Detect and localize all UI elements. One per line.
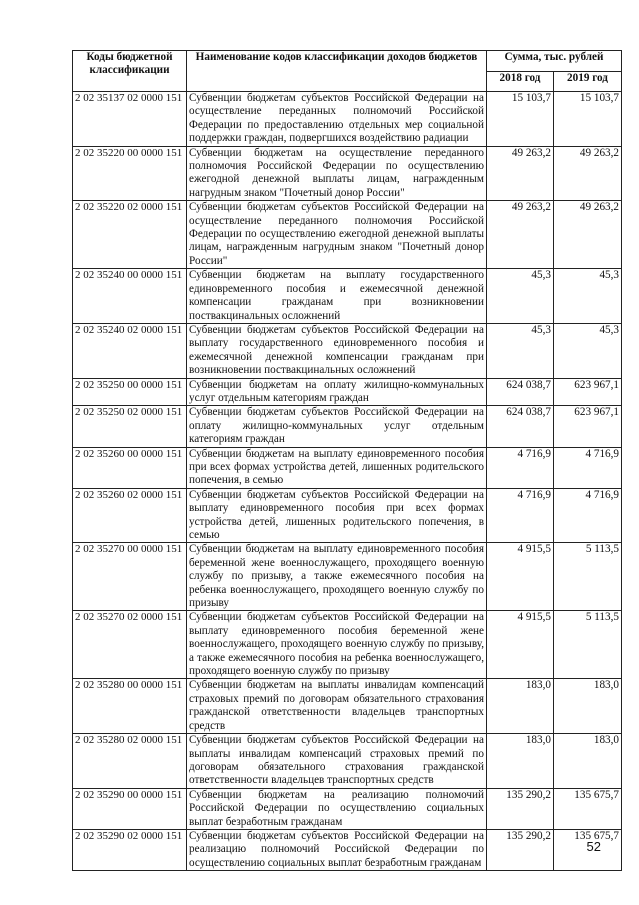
header-year-2019: 2019 год — [554, 71, 622, 92]
table-row — [73, 92, 622, 147]
table-row — [73, 201, 622, 269]
amount-2018: 49 263,2 — [487, 201, 554, 269]
classification-code: 2 02 35240 00 0000 151 — [73, 269, 187, 324]
table-body — [73, 92, 622, 871]
classification-name: Субвенции бюджетам субъектов Российской Федерации на выплату единовременного пособия при всех формах устройства детей, лишенных родительского попечения, в семью — [187, 488, 487, 543]
classification-code: 2 02 35220 00 0000 151 — [73, 146, 187, 201]
header-sum: Сумма, тыс. рублей — [487, 51, 622, 72]
table-row — [73, 488, 622, 543]
amount-2019: 49 263,2 — [554, 201, 622, 269]
classification-name: Субвенции бюджетам на выплаты инвалидам компенсаций страховых премий по договорам обязательного страхования гражданской ответственности владельцев транспортных средств — [187, 679, 487, 734]
table-row — [73, 146, 622, 201]
classification-name: Субвенции бюджетам на выплату государственного единовременного пособия и ежемесячной денежной компенсации гражданам при возникновении поствакцинальных осложнений — [187, 269, 487, 324]
classification-name: Субвенции бюджетам субъектов Российской Федерации на выплату единовременного пособия беременной жене военнослужащего, проходящего военную службу по призыву, а также ежемесячного пособия на ребенка военнослужащего, проходящего военную службу по призыву — [187, 611, 487, 679]
amount-2018: 624 038,7 — [487, 378, 554, 406]
classification-name: Субвенции бюджетам на выплату единовременного пособия при всех формах устройства детей, лишенных родительского попечения, в семью — [187, 447, 487, 488]
amount-2018: 45,3 — [487, 323, 554, 378]
amount-2019: 45,3 — [554, 269, 622, 324]
amount-2019: 183,0 — [554, 679, 622, 734]
classification-name: Субвенции бюджетам на осуществление переданного полномочия Российской Федерации по осуществлению ежегодной денежной выплаты лицам, награжденным нагрудным знаком "Почетный донор России" — [187, 146, 487, 201]
header-year-2018: 2018 год — [487, 71, 554, 92]
classification-code: 2 02 35260 02 0000 151 — [73, 488, 187, 543]
amount-2018: 624 038,7 — [487, 406, 554, 447]
classification-name: Субвенции бюджетам на выплату единовременного пособия беременной жене военнослужащего, проходящего военную службу по призыву, а также ежемесячного пособия на ребенка военнослужащего, проходящего военную службу по призыву — [187, 543, 487, 611]
amount-2019: 45,3 — [554, 323, 622, 378]
classification-code: 2 02 35240 02 0000 151 — [73, 323, 187, 378]
amount-2018: 45,3 — [487, 269, 554, 324]
amount-2018: 183,0 — [487, 734, 554, 789]
header-name: Наименование кодов классификации доходов бюджетов — [187, 51, 487, 92]
amount-2019: 5 113,5 — [554, 611, 622, 679]
classification-name: Субвенции бюджетам субъектов Российской Федерации на выплаты инвалидам компенсаций страховых премий по договорам обязательного страхования гражданской ответственности владельцев транспортных средств — [187, 734, 487, 789]
classification-code: 2 02 35250 02 0000 151 — [73, 406, 187, 447]
amount-2018: 4 915,5 — [487, 611, 554, 679]
classification-code: 2 02 35290 02 0000 151 — [73, 829, 187, 870]
amount-2018: 135 290,2 — [487, 829, 554, 870]
classification-code: 2 02 35280 02 0000 151 — [73, 734, 187, 789]
amount-2019: 15 103,7 — [554, 92, 622, 147]
amount-2018: 135 290,2 — [487, 788, 554, 829]
budget-table — [72, 50, 622, 871]
amount-2018: 15 103,7 — [487, 92, 554, 147]
table-row — [73, 543, 622, 611]
classification-code: 2 02 35137 02 0000 151 — [73, 92, 187, 147]
table-row — [73, 323, 622, 378]
amount-2019: 5 113,5 — [554, 543, 622, 611]
table-row — [73, 679, 622, 734]
amount-2019: 4 716,9 — [554, 488, 622, 543]
classification-name: Субвенции бюджетам субъектов Российской Федерации на реализацию полномочий Российской Федерации по осуществлению социальных выплат безработным гражданам — [187, 829, 487, 870]
amount-2019: 623 967,1 — [554, 378, 622, 406]
table-row — [73, 447, 622, 488]
table-row — [73, 269, 622, 324]
table-row — [73, 829, 622, 870]
classification-code: 2 02 35270 00 0000 151 — [73, 543, 187, 611]
amount-2019: 623 967,1 — [554, 406, 622, 447]
table-row — [73, 406, 622, 447]
header-code: Коды бюджетной классификации — [73, 51, 187, 92]
amount-2018: 4 915,5 — [487, 543, 554, 611]
table-header — [73, 51, 622, 92]
amount-2018: 183,0 — [487, 679, 554, 734]
amount-2018: 4 716,9 — [487, 488, 554, 543]
classification-code: 2 02 35220 02 0000 151 — [73, 201, 187, 269]
classification-name: Субвенции бюджетам на оплату жилищно-коммунальных услуг отдельным категориям граждан — [187, 378, 487, 406]
classification-name: Субвенции бюджетам субъектов Российской Федерации на осуществление переданного полномочия Российской Федерации по осуществлению ежегодной денежной выплаты лицам, награжденным нагрудным знаком "Почетный донор России" — [187, 201, 487, 269]
amount-2018: 4 716,9 — [487, 447, 554, 488]
classification-code: 2 02 35280 00 0000 151 — [73, 679, 187, 734]
classification-code: 2 02 35270 02 0000 151 — [73, 611, 187, 679]
classification-name: Субвенции бюджетам субъектов Российской Федерации на осуществление переданных полномочий Российской Федерации по предоставлению отдельных мер социальной поддержки граждан, подвергшихся воздействию радиации — [187, 92, 487, 147]
classification-name: Субвенции бюджетам субъектов Российской Федерации на выплату государственного единовременного пособия и ежемесячной денежной компенсации гражданам при возникновении поствакцинальных осложнений — [187, 323, 487, 378]
classification-code: 2 02 35260 00 0000 151 — [73, 447, 187, 488]
table-row — [73, 734, 622, 789]
table-row — [73, 611, 622, 679]
page-number: 52 — [586, 839, 601, 854]
amount-2019: 4 716,9 — [554, 447, 622, 488]
classification-code: 2 02 35250 00 0000 151 — [73, 378, 187, 406]
table-row — [73, 788, 622, 829]
classification-name: Субвенции бюджетам на реализацию полномочий Российской Федерации по осуществлению социальных выплат безработным гражданам — [187, 788, 487, 829]
amount-2019: 183,0 — [554, 734, 622, 789]
amount-2019: 49 263,2 — [554, 146, 622, 201]
classification-name: Субвенции бюджетам субъектов Российской Федерации на оплату жилищно-коммунальных услуг отдельным категориям граждан — [187, 406, 487, 447]
amount-2018: 49 263,2 — [487, 146, 554, 201]
amount-2019: 135 675,7 — [554, 829, 622, 870]
table-row — [73, 378, 622, 406]
amount-2019: 135 675,7 — [554, 788, 622, 829]
classification-code: 2 02 35290 00 0000 151 — [73, 788, 187, 829]
